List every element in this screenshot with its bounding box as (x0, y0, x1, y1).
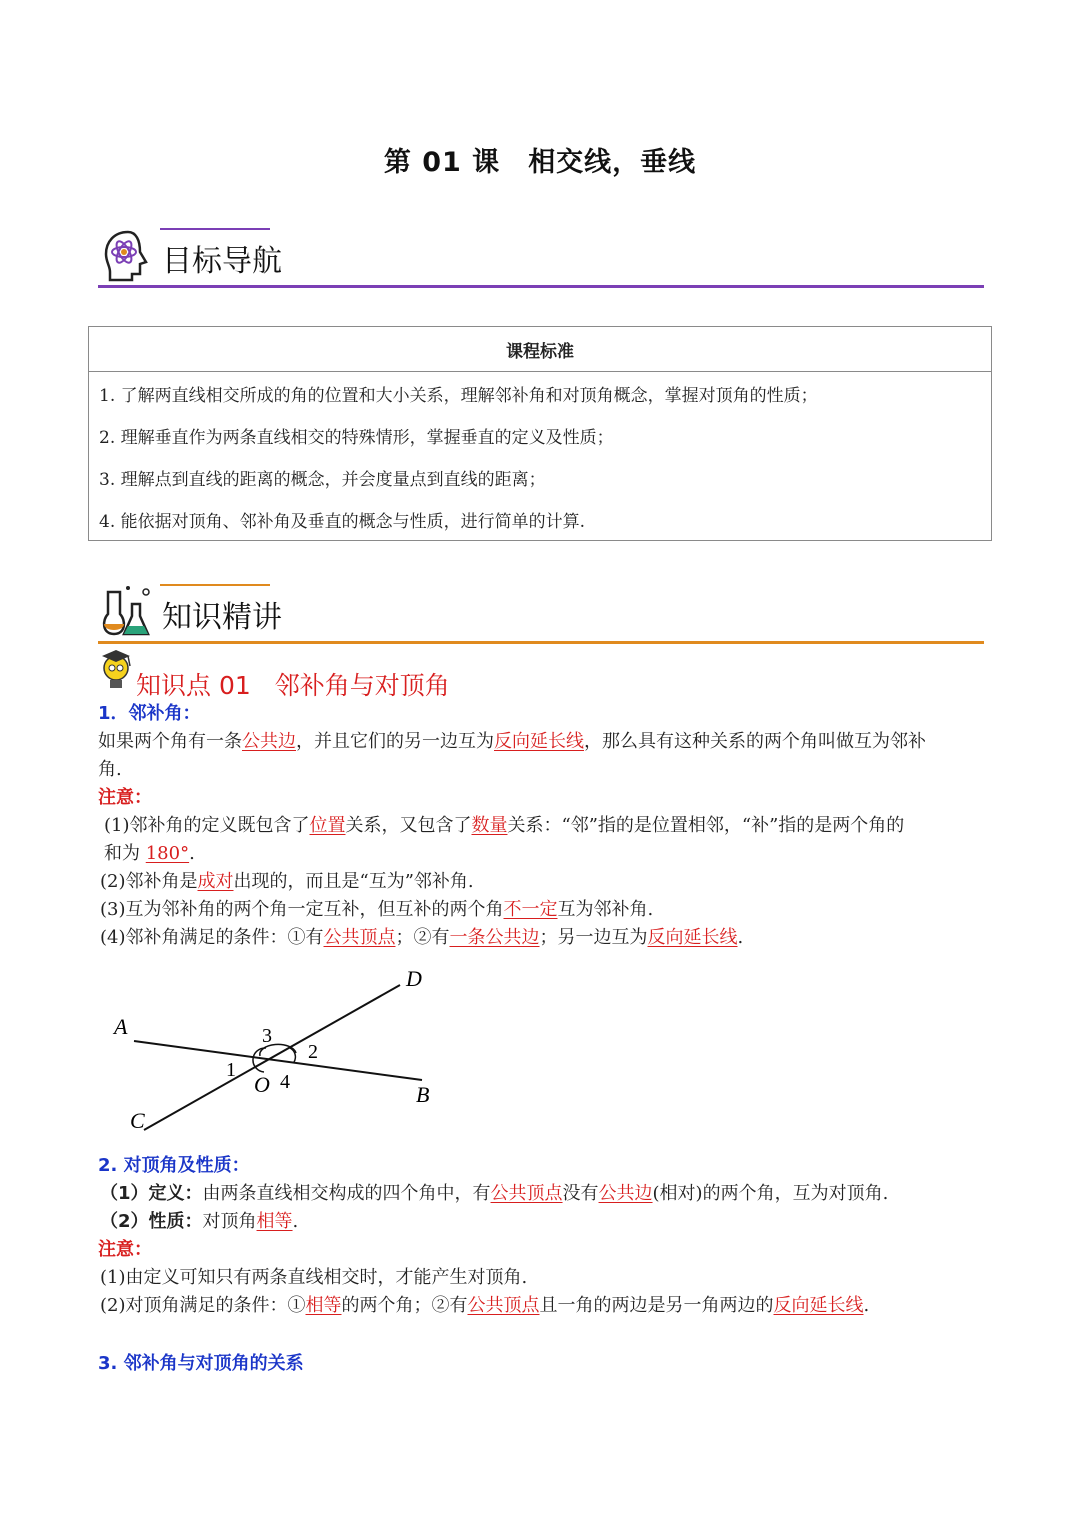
line-AB (134, 1041, 422, 1080)
angle-label-1: 1 (226, 1059, 236, 1081)
text: 和为 (104, 843, 146, 864)
standard-item: 3. 理解点到直线的距离的概念，并会度量点到直线的距离； (99, 469, 546, 490)
answer-blank: 不一定 (503, 899, 558, 920)
note-line (100, 924, 743, 952)
note-heading: 注意： (98, 787, 152, 808)
knowledge-point-title (136, 666, 450, 702)
answer-blank: 反向延长线 (647, 927, 738, 948)
text: ；②有 (395, 927, 450, 948)
answer-blank: 公共顶点 (467, 1295, 540, 1316)
text: ，并且它们的另一边互为 (296, 731, 494, 752)
answer-blank: 反向延长线 (494, 731, 584, 752)
text: 关系：“邻”指的是位置相邻，“补”指的是两个角的 (507, 815, 905, 836)
answer-blank: 成对 (197, 871, 234, 892)
text: 出现的，而且是“互为”邻补角. (233, 871, 474, 892)
note-line (100, 868, 474, 896)
answer-blank: 一条公共边 (449, 927, 540, 948)
note-line (100, 1292, 869, 1320)
answer-blank: 公共边 (598, 1183, 653, 1204)
header-accent-line (160, 584, 270, 586)
kp-number: 知识点 01 (136, 671, 251, 700)
answer-blank: 公共顶点 (490, 1183, 563, 1204)
answer-blank: 相等 (305, 1295, 342, 1316)
text: 对顶角 (202, 1211, 257, 1232)
section-goal-title: 目标导航 (162, 244, 282, 279)
text: 的两个角；②有 (341, 1295, 468, 1316)
section-goal-rule (98, 285, 984, 288)
answer-blank: 相等 (256, 1211, 293, 1232)
label: （1）定义： (100, 1183, 203, 1204)
section-knowledge-title: 知识精讲 (162, 600, 282, 635)
text: . (863, 1295, 870, 1316)
text: . (189, 843, 195, 864)
section-goal-header (98, 228, 984, 288)
definition-line (98, 728, 926, 756)
text: (相对)的两个角，互为对顶角. (652, 1183, 889, 1204)
text: (3)互为邻补角的两个角一定互补，但互补的两个角 (100, 899, 504, 920)
course-standards-table (88, 326, 992, 541)
subheading: 2. 对顶角及性质： (98, 1155, 250, 1176)
text: 没有 (562, 1183, 599, 1204)
label-O: O (254, 1072, 270, 1097)
text: . (292, 1211, 299, 1232)
head-atom-icon (98, 228, 154, 284)
text: 由两条直线相交构成的四个角中，有 (202, 1183, 491, 1204)
angle-arc (253, 1048, 266, 1072)
answer-blank: 公共顶点 (323, 927, 396, 948)
line-CD (144, 985, 400, 1130)
section-knowledge-rule (98, 641, 984, 644)
answer-blank: 180° (145, 843, 190, 864)
note-line (104, 812, 904, 840)
text: (2)对顶角满足的条件：① (100, 1295, 306, 1316)
text: ，那么具有这种关系的两个角叫做互为邻补 (584, 731, 926, 752)
flask-icon (98, 584, 154, 640)
angle-label-3: 3 (262, 1025, 272, 1047)
text: 如果两个角有一条 (98, 731, 242, 752)
label: （2）性质： (100, 1211, 203, 1232)
note-line: (1)由定义可知只有两条直线相交时，才能产生对顶角. (100, 1267, 528, 1288)
text: ；另一边互为 (539, 927, 648, 948)
answer-blank: 数量 (471, 815, 508, 836)
text: (2)邻补角是 (100, 871, 198, 892)
label-D: D (406, 966, 422, 991)
lesson-number: 第 01 课 (383, 147, 501, 178)
property-line (100, 1208, 298, 1236)
text: 且一角的两边是另一角两边的 (539, 1295, 774, 1316)
graduate-bulb-icon (98, 646, 136, 692)
answer-blank: 反向延长线 (773, 1295, 864, 1316)
label-C: C (130, 1108, 145, 1133)
label-A: A (114, 1014, 128, 1039)
header-accent-line (160, 228, 270, 230)
page-title (0, 140, 1080, 179)
answer-blank: 公共边 (242, 731, 296, 752)
answer-blank: 位置 (309, 815, 346, 836)
note-line (104, 840, 195, 868)
intersecting-lines-diagram (100, 960, 460, 1140)
text: 互为邻补角. (557, 899, 654, 920)
standard-item: 4. 能依据对顶角、邻补角及垂直的概念与性质，进行简单的计算. (99, 511, 586, 532)
standard-item: 1. 了解两直线相交所成的角的位置和大小关系，理解邻补角和对顶角概念，掌握对顶角的性质； (99, 385, 818, 406)
subheading: 3. 邻补角与对顶角的关系 (98, 1353, 304, 1374)
text: 关系，又包含了 (345, 815, 472, 836)
angle-label-2: 2 (308, 1041, 318, 1063)
note-heading: 注意： (98, 1239, 152, 1260)
definition-line (100, 1180, 888, 1208)
angle-label-4: 4 (280, 1071, 290, 1093)
subheading: 1．邻补角： (98, 703, 201, 724)
standard-item: 2. 理解垂直作为两条直线相交的特殊情形，掌握垂直的定义及性质； (99, 427, 614, 448)
lesson-topic: 相交线，垂线 (528, 147, 697, 178)
text: (4)邻补角满足的条件：①有 (100, 927, 324, 948)
note-line (100, 896, 653, 924)
label-B: B (416, 1082, 430, 1107)
table-header: 课程标准 (89, 327, 992, 372)
section-knowledge-header (98, 584, 984, 644)
text: (1)邻补角的定义既包含了 (104, 815, 310, 836)
text: . (737, 927, 744, 948)
definition-line: 角. (98, 759, 122, 780)
kp-name: 邻补角与对顶角 (274, 671, 450, 700)
